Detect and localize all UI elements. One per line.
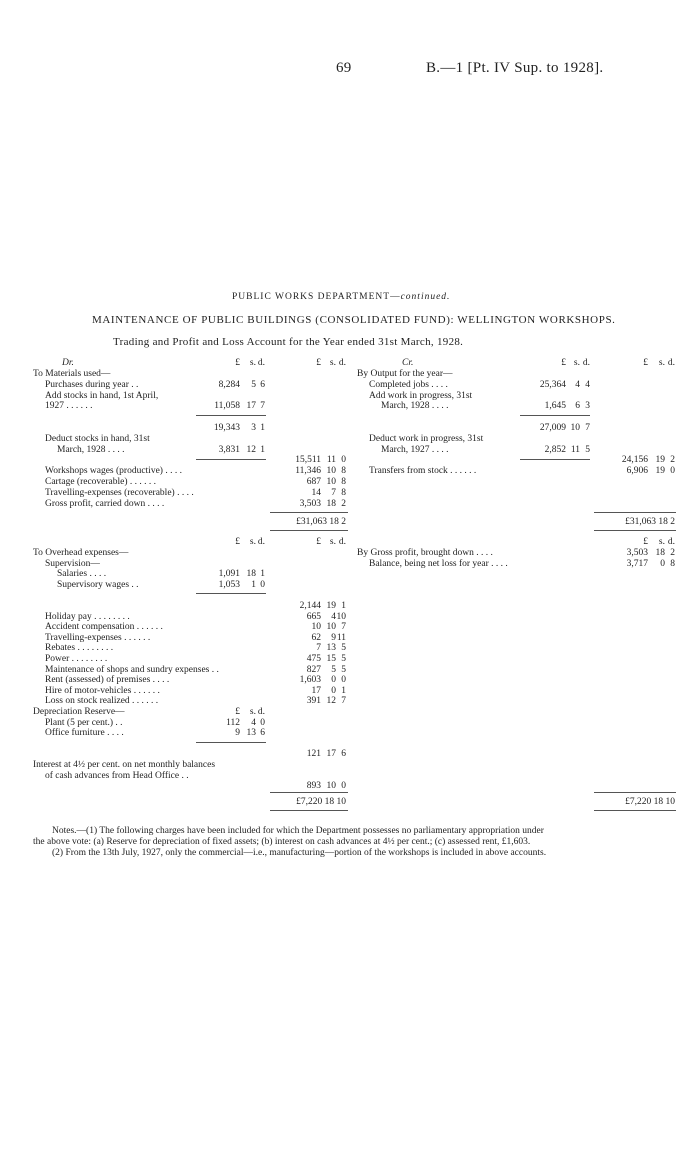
pl-right-total: £7,220 18 10 xyxy=(625,797,675,807)
amount-pounds: 9 xyxy=(235,728,240,739)
account-line-label: Rebates . . . . . . . . xyxy=(45,643,114,654)
account-line-label: Supervisory wages . . xyxy=(57,579,139,590)
amount-pounds: 112 xyxy=(226,717,240,728)
account-line-label: Cartage (recoverable) . . . . . . xyxy=(45,477,157,487)
department-name: PUBLIC WORKS DEPARTMENT— xyxy=(232,292,401,302)
rule xyxy=(196,742,266,743)
account-line-label: Gross profit, carried down . . . . xyxy=(45,498,165,509)
amount-pence: 2 xyxy=(341,498,346,509)
amount-pounds: 11,058 xyxy=(214,401,240,412)
amount-shillings: 11 xyxy=(326,455,336,466)
column-head-pound: £ xyxy=(316,537,321,547)
column-head-d: d. xyxy=(667,358,675,368)
column-head-s: s. xyxy=(329,537,336,547)
account-title: MAINTENANCE OF PUBLIC BUILDINGS (CONSOLIDATED FUND): WELLINGTON WORKSHOPS. xyxy=(92,314,616,326)
column-head-s: s. xyxy=(249,537,256,547)
amount-pounds: 2,144 xyxy=(299,601,321,611)
account-line-label: Add work in progress, 31st xyxy=(369,390,473,401)
amount-pounds: 687 xyxy=(306,477,321,487)
account-line-label: Accident compensation . . . . . . xyxy=(45,622,163,633)
account-line-label: Office furniture . . . . xyxy=(45,728,124,739)
amount-shillings: 15 xyxy=(326,654,336,664)
account-line-label: Power . . . . . . . . xyxy=(45,654,108,664)
note-line: the above vote: (a) Reserve for depreciation of fixed assets; (b) interest on cash advances at 4½ per cent.; (c) assessed rent, £1,603. xyxy=(33,837,531,847)
amount-pounds: 3,503 xyxy=(299,498,321,509)
amount-pence: 8 xyxy=(341,487,346,498)
amount-shillings: 10 xyxy=(326,622,336,633)
amount-pounds: 27,009 xyxy=(539,423,566,433)
rule xyxy=(594,792,676,793)
cr-label: Cr. xyxy=(402,358,414,368)
column-head-d: d. xyxy=(338,358,346,368)
amount-pounds: 893 xyxy=(306,781,321,792)
account-line-label: Maintenance of shops and sundry expenses . . xyxy=(45,664,219,675)
amount-shillings: 13 xyxy=(326,643,336,654)
amount-pence: 0 xyxy=(341,675,346,686)
amount-pence: 6 xyxy=(341,749,346,760)
amount-pounds: 7 xyxy=(316,643,321,654)
amount-shillings: 10 xyxy=(326,477,336,487)
amount-pence: 2 xyxy=(670,455,675,466)
amount-pounds: 8,284 xyxy=(218,379,240,390)
rule xyxy=(594,512,676,513)
amount-pence: 7 xyxy=(341,622,346,633)
account-line-label: To Overhead expenses— xyxy=(33,548,129,558)
rule xyxy=(520,415,590,416)
amount-shillings: 18 xyxy=(655,548,665,558)
amount-pounds: 121 xyxy=(306,749,321,760)
amount-shillings: 19 xyxy=(655,466,665,477)
account-line-label: Salaries . . . . xyxy=(57,569,107,580)
amount-shillings: 4 xyxy=(575,379,580,390)
account-line-label: To Materials used— xyxy=(33,369,111,379)
trading-right-total: £31,063 18 2 xyxy=(625,517,675,527)
column-head-d: d. xyxy=(667,537,675,547)
amount-pence: 0 xyxy=(260,717,265,728)
amount-pounds: 17 xyxy=(311,685,321,696)
rule xyxy=(594,810,676,811)
trading-left-total: £31,063 18 2 xyxy=(296,517,346,527)
amount-pounds: 1,603 xyxy=(299,675,321,686)
department-title xyxy=(232,292,450,302)
amount-pence: 8 xyxy=(341,466,346,477)
amount-shillings: 12 xyxy=(246,444,256,455)
amount-pence: 8 xyxy=(341,477,346,487)
amount-pence: 1 xyxy=(260,569,265,580)
amount-pounds: 11,346 xyxy=(295,466,321,477)
amount-pence: 5 xyxy=(585,444,590,455)
column-head-pound: £ xyxy=(235,358,240,368)
amount-pence: 0 xyxy=(670,466,675,477)
rule xyxy=(520,459,590,460)
account-line-label: Balance, being net loss for year . . . . xyxy=(369,558,508,569)
column-head-d: d. xyxy=(338,537,346,547)
amount-pounds: 391 xyxy=(306,696,321,707)
column-head-pound: £ xyxy=(643,358,648,368)
amount-pounds: £ xyxy=(235,707,240,717)
amount-shillings: 17 xyxy=(246,401,256,412)
account-line-label: Hire of motor-vehicles . . . . . . xyxy=(45,685,160,696)
column-head-d: d. xyxy=(257,537,265,547)
amount-pence: 11 xyxy=(336,632,346,643)
amount-pounds: 15,511 xyxy=(295,455,321,466)
amount-pounds: 14 xyxy=(311,487,321,498)
amount-shillings: 0 xyxy=(660,558,665,569)
amount-pence: 5 xyxy=(341,654,346,664)
amount-pence: 7 xyxy=(341,696,346,707)
amount-shillings: 1 xyxy=(251,579,256,590)
amount-pence: 6 xyxy=(260,728,265,739)
account-line-label: Plant (5 per cent.) . . xyxy=(45,717,123,728)
amount-pounds: 24,156 xyxy=(621,455,648,466)
amount-pence: 1 xyxy=(341,601,346,611)
amount-pounds: 1,091 xyxy=(218,569,240,580)
amount-shillings: 6 xyxy=(575,401,580,412)
account-line-label: Supervision— xyxy=(45,558,100,569)
page-number: 69 xyxy=(336,60,352,76)
amount-shillings: 7 xyxy=(331,487,336,498)
amount-shillings: 18 xyxy=(326,498,336,509)
column-head-s: s. xyxy=(573,358,580,368)
amount-shillings: 0 xyxy=(331,675,336,686)
amount-pence: 8 xyxy=(670,558,675,569)
account-line-label: Add stocks in hand, 1st April, xyxy=(45,390,159,401)
account-line-label: Travelling-expenses . . . . . . xyxy=(45,632,151,643)
column-head-d: d. xyxy=(257,358,265,368)
rule xyxy=(270,530,348,531)
column-head-pound: £ xyxy=(643,537,648,547)
amount-shillings: 18 xyxy=(246,569,256,580)
pl-left-total: £7,220 18 10 xyxy=(296,797,346,807)
amount-pence: 5 xyxy=(341,643,346,654)
amount-pounds: 3,831 xyxy=(218,444,240,455)
account-line-label: By Output for the year— xyxy=(357,369,453,379)
column-head-pound: £ xyxy=(316,358,321,368)
amount-shillings: 10 xyxy=(570,423,580,433)
amount-shillings: 19 xyxy=(326,601,336,611)
statement-title: Trading and Profit and Loss Account for the Year ended 31st March, 1928. xyxy=(113,336,464,348)
amount-pounds: 62 xyxy=(311,632,321,643)
amount-shillings: 11 xyxy=(570,444,580,455)
account-line-label: Purchases during year . . xyxy=(45,379,139,390)
amount-pence: 7 xyxy=(585,423,590,433)
amount-shillings: 10 xyxy=(326,466,336,477)
amount-pence: 0 xyxy=(341,455,346,466)
document-reference: B.—1 [Pt. IV Sup. to 1928]. xyxy=(426,60,604,76)
account-line-label: March, 1928 . . . . xyxy=(381,401,449,412)
rule xyxy=(594,530,676,531)
amount-pounds: 475 xyxy=(306,654,321,664)
column-head-pound: £ xyxy=(561,358,566,368)
amount-pounds: 19,343 xyxy=(213,423,240,433)
account-line-label: Deduct work in progress, 31st xyxy=(369,433,484,444)
amount-pence: 0 xyxy=(341,781,346,792)
account-line-label: Completed jobs . . . . xyxy=(369,379,448,390)
amount-shillings: 9 xyxy=(331,632,336,643)
account-line-label: Deduct stocks in hand, 31st xyxy=(45,433,150,444)
rule xyxy=(270,512,348,513)
amount-pounds: 1,645 xyxy=(544,401,566,412)
amount-pence: 1 xyxy=(260,444,265,455)
amount-pounds: 3,503 xyxy=(626,548,648,558)
amount-pence: 2 xyxy=(670,548,675,558)
amount-pence: 5 xyxy=(341,664,346,675)
continued-label: continued. xyxy=(400,292,451,302)
account-line-label: Depreciation Reserve— xyxy=(33,707,125,717)
amount-pounds: 3,717 xyxy=(626,558,648,569)
amount-shillings: 10 xyxy=(326,781,336,792)
rule xyxy=(196,459,266,460)
account-line-label: 1927 . . . . . . xyxy=(45,401,93,412)
column-head-d: d. xyxy=(582,358,590,368)
account-line-label: Rent (assessed) of premises . . . . xyxy=(45,675,170,686)
amount-shillings: s. xyxy=(249,707,256,717)
amount-pounds: 6,906 xyxy=(626,466,648,477)
column-head-s: s. xyxy=(329,358,336,368)
account-line-label: Travelling-expenses (recoverable) . . . . xyxy=(45,487,194,498)
note-line: Notes.—(1) The following charges have been included for which the Department possesses no parliamentary appropriation under xyxy=(52,826,544,836)
account-line-label: of cash advances from Head Office . . xyxy=(45,770,189,781)
amount-pounds: 1,053 xyxy=(218,579,240,590)
amount-shillings: 4 xyxy=(331,611,336,622)
account-line-label: Transfers from stock . . . . . . xyxy=(369,466,477,477)
amount-shillings: 19 xyxy=(655,455,665,466)
account-line-label: March, 1928 . . . . xyxy=(57,444,125,455)
rule xyxy=(270,810,348,811)
rule xyxy=(270,792,348,793)
rule xyxy=(196,593,266,594)
amount-pence: 1 xyxy=(260,423,265,433)
amount-shillings: 5 xyxy=(251,379,256,390)
amount-pounds: 2,852 xyxy=(544,444,566,455)
amount-shillings: 12 xyxy=(326,696,336,707)
column-head-pound: £ xyxy=(235,537,240,547)
column-head-s: s. xyxy=(658,537,665,547)
amount-pounds: 827 xyxy=(306,664,321,675)
amount-pence: 3 xyxy=(585,401,590,412)
amount-pence: 4 xyxy=(585,379,590,390)
account-line-label: Loss on stock realized . . . . . . xyxy=(45,696,159,707)
account-line-label: Interest at 4½ per cent. on net monthly balances xyxy=(33,760,216,770)
note-line: (2) From the 13th July, 1927, only the commercial—i.e., manufacturing—portion of the workshops is included in above accounts. xyxy=(52,848,547,858)
amount-pence: 1 xyxy=(341,685,346,696)
amount-pence: 6 xyxy=(260,379,265,390)
column-head-s: s. xyxy=(249,358,256,368)
amount-shillings: 13 xyxy=(246,728,256,739)
rule xyxy=(196,415,266,416)
amount-shillings: 17 xyxy=(326,749,336,760)
amount-shillings: 3 xyxy=(251,423,256,433)
amount-shillings: 0 xyxy=(331,685,336,696)
amount-pence: 0 xyxy=(260,579,265,590)
amount-pounds: 10 xyxy=(311,622,321,633)
account-line-label: March, 1927 . . . . xyxy=(381,444,449,455)
amount-pence: 10 xyxy=(336,611,346,622)
account-line-label: Holiday pay . . . . . . . . xyxy=(45,611,130,622)
amount-pence: 7 xyxy=(260,401,265,412)
amount-shillings: 4 xyxy=(251,717,256,728)
account-line-label: By Gross profit, brought down . . . . xyxy=(357,548,493,558)
dr-label: Dr. xyxy=(62,358,74,368)
amount-pence: d. xyxy=(257,707,265,717)
column-head-s: s. xyxy=(658,358,665,368)
account-line-label: Workshops wages (productive) . . . . xyxy=(45,466,182,477)
amount-pounds: 25,364 xyxy=(539,379,566,390)
amount-shillings: 5 xyxy=(331,664,336,675)
amount-pounds: 665 xyxy=(306,611,321,622)
